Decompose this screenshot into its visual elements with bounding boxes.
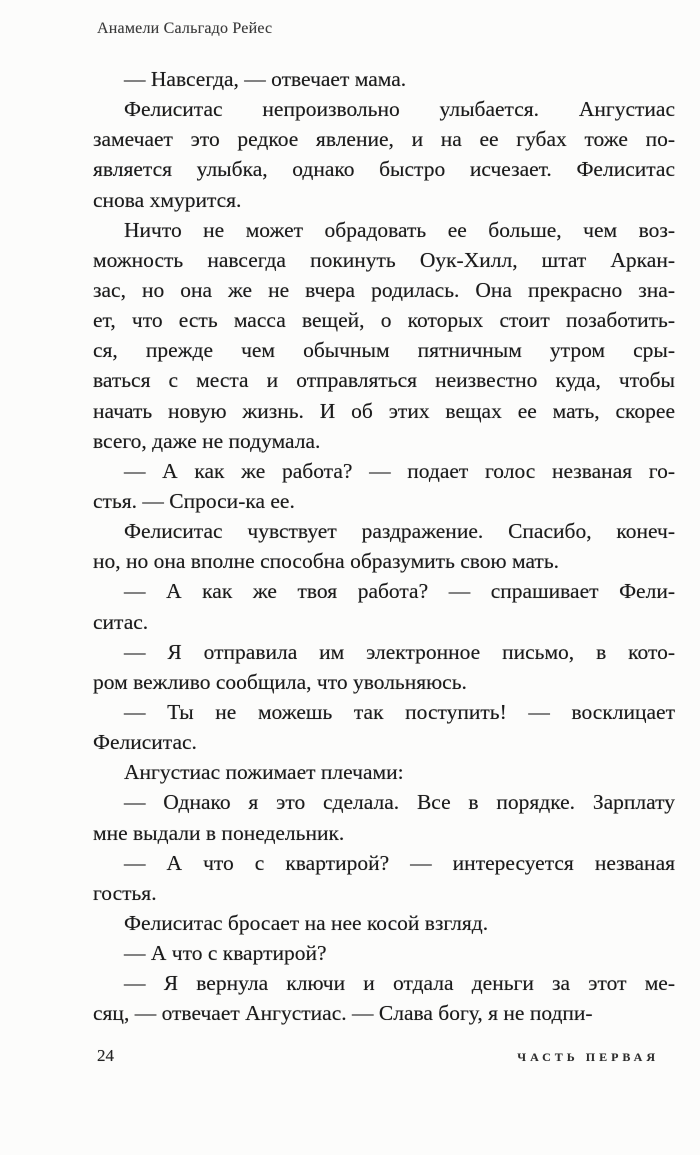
text-line: Ничто не может обрадовать ее больше, чем воз- bbox=[124, 217, 675, 242]
running-footer-section: ЧАСТЬ ПЕРВАЯ bbox=[517, 1050, 659, 1064]
text-line: гостья. bbox=[93, 880, 157, 905]
text-line: снова хмурится. bbox=[93, 187, 242, 212]
text-line: стья. — Спроси-ка ее. bbox=[93, 488, 295, 513]
text-line: — А что с квартирой? bbox=[124, 941, 327, 966]
text-line: зас, но она же не вчера родилась. Она прекрасно зна- bbox=[93, 277, 675, 302]
page-number: 24 bbox=[97, 1046, 114, 1065]
text-line: можность навсегда покинуть Оук-Хилл, штат Аркан- bbox=[93, 247, 675, 272]
text-line: Фелиситас. bbox=[93, 730, 197, 755]
text-line: замечает это редкое явление, и на ее губах тоже по- bbox=[93, 127, 675, 152]
text-line: — Однако я это сделала. Все в порядке. Зарплату bbox=[124, 790, 675, 815]
text-line: — Навсегда, — отвечает мама. bbox=[124, 67, 407, 91]
text-line: Ангустиас пожимает плечами: bbox=[124, 760, 404, 785]
text-line: мне выдали в понедельник. bbox=[93, 820, 345, 845]
text-line: является улыбка, однако быстро исчезает. Фелиситас bbox=[93, 157, 675, 182]
body-text bbox=[93, 64, 675, 1029]
text-line: всего, даже не подумала. bbox=[93, 428, 321, 453]
text-line: Фелиситас бросает на нее косой взгляд. bbox=[124, 910, 489, 935]
text-line: Фелиситас непроизвольно улыбается. Ангустиас bbox=[124, 97, 675, 122]
text-line: — Я отправила им электронное письмо, в кото- bbox=[124, 639, 675, 664]
text-line: ет, что есть масса вещей, о которых стоит позаботить- bbox=[93, 308, 675, 333]
text-line: ваться с места и отправляться неизвестно куда, чтобы bbox=[93, 368, 675, 393]
text-line: — Я вернула ключи и отдала деньги за этот ме- bbox=[124, 971, 675, 996]
text-line: — А как же работа? — подает голос незваная го- bbox=[124, 458, 675, 483]
text-line: — Ты не можешь так поступить! — восклицает bbox=[124, 699, 675, 724]
text-line: ся, прежде чем обычным пятничным утром сры- bbox=[93, 338, 675, 363]
text-line: ром вежливо сообщила, что увольняюсь. bbox=[93, 669, 467, 694]
text-line: начать новую жизнь. И об этих вещах ее мать, скорее bbox=[93, 398, 675, 423]
text-line: сяц, — отвечает Ангустиас. — Слава богу, я не подпи- bbox=[93, 1001, 593, 1026]
text-line: Фелиситас чувствует раздражение. Спасибо, конеч- bbox=[124, 519, 675, 544]
running-header-author: Анамели Сальгадо Рейес bbox=[97, 20, 273, 37]
text-line: — А что с квартирой? — интересуется незваная bbox=[124, 850, 675, 875]
text-line: но, но она вполне способна образумить свою мать. bbox=[93, 549, 560, 574]
text-line: — А как же твоя работа? — спрашивает Фели- bbox=[124, 579, 675, 604]
text-line: ситас. bbox=[93, 609, 149, 634]
page-footer bbox=[93, 1046, 675, 1070]
